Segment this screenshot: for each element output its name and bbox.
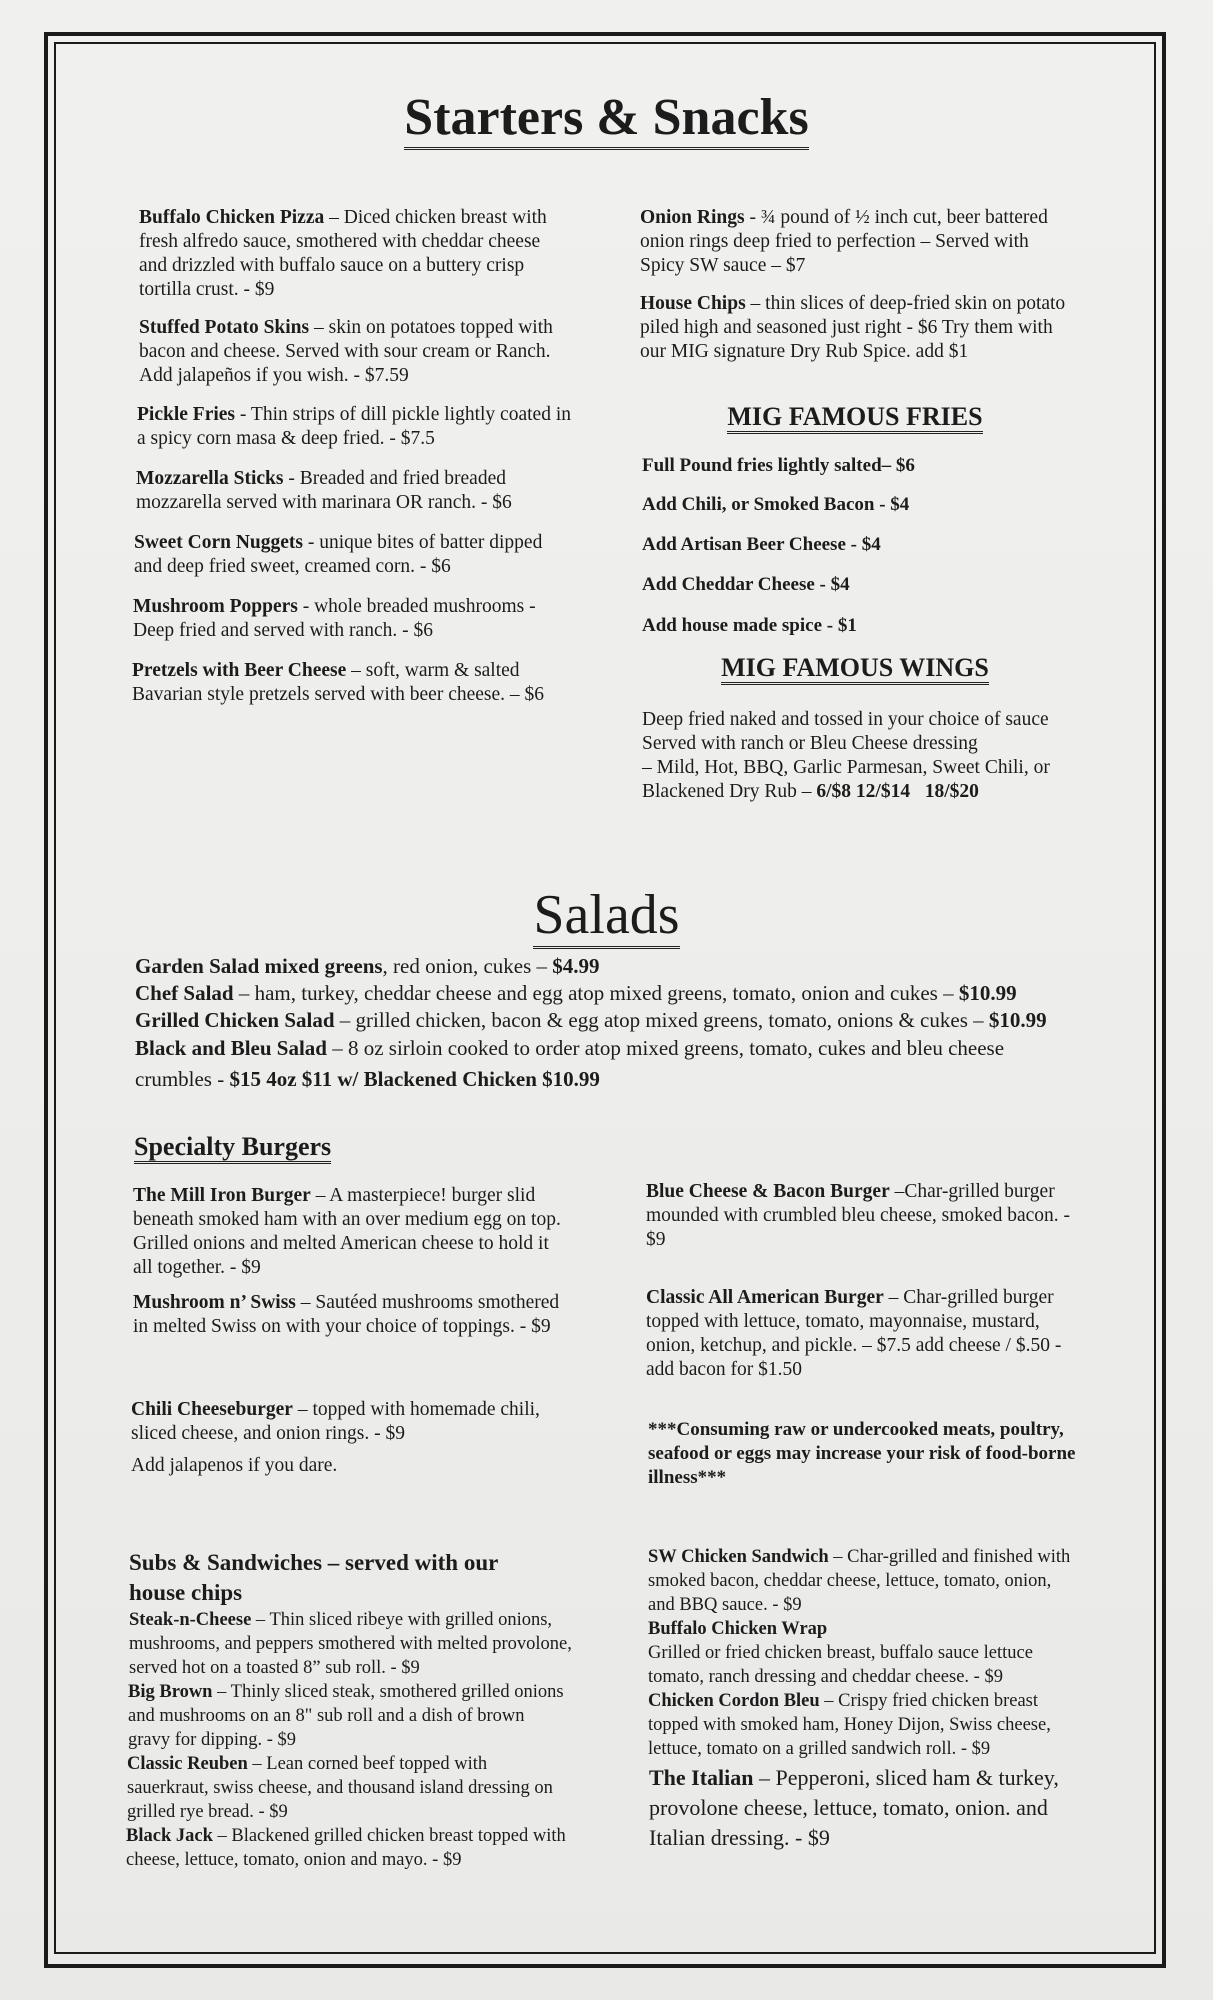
wings-description: Deep fried naked and tossed in your choice of sauce Served with ranch or Bleu Cheese dressing – Mild, Hot, BBQ, Garlic Parmesan, Sweet Chili, or Blackened Dry Rub – 6/$8 12/$14 18/$20 (642, 709, 1050, 802)
burger-mushroom-swiss: Mushroom n’ Swiss – Sautéed mushrooms smothered in melted Swiss on with your choice of toppings. - $9 (133, 1292, 560, 1337)
sub-the-italian: The Italian – Pepperoni, sliced ham & turkey, provolone cheese, lettuce, tomato, onion. and Italian dressing. - $9 (649, 1765, 1059, 1850)
fries-item: Add house made spice - $1 (642, 615, 857, 636)
burgers-heading: Specialty Burgers (134, 1132, 331, 1162)
sub-sw-chicken: SW Chicken Sandwich – Char-grilled and finished with smoked bacon, cheddar cheese, lettuce, tomato, onion, and BBQ sauce. - $9 (648, 1547, 1071, 1615)
jalapenos-note: Add jalapenos if you dare. (131, 1455, 338, 1476)
subs-heading: Subs & Sandwiches – served with our house chips (129, 1550, 498, 1605)
burger-blue-cheese-bacon: Blue Cheese & Bacon Burger –Char-grilled burger mounded with crumbled bleu cheese, smoked bacon. - $9 (646, 1181, 1071, 1250)
menu-item-house-chips: House Chips – thin slices of deep-fried skin on potato piled high and seasoned just right - $6 Try them with our MIG signature Dry Rub Spice. add $1 (640, 293, 1066, 362)
menu-item-onion-rings: Onion Rings - ¾ pound of ½ inch cut, beer battered onion rings deep fried to perfection – Served with Spicy SW sauce – $7 (640, 207, 1048, 276)
fries-heading: MIG FAMOUS FRIES (640, 402, 1070, 432)
fries-item: Add Artisan Beer Cheese - $4 (642, 534, 881, 555)
sub-black-jack: Black Jack – Blackened grilled chicken breast topped with cheese, lettuce, tomato, onion and mayo. - $9 (126, 1826, 566, 1870)
food-safety-warning: ***Consuming raw or undercooked meats, poultry, seafood or eggs may increase your risk of food-borne illness*** (648, 1419, 1076, 1488)
wings-heading: MIG FAMOUS WINGS (640, 653, 1070, 683)
menu-item-sweet-corn-nuggets: Sweet Corn Nuggets - unique bites of batter dipped and deep fried sweet, creamed corn. - $6 (134, 532, 543, 577)
burger-mill-iron: The Mill Iron Burger – A masterpiece! burger slid beneath smoked ham with an over medium egg on top. Grilled onions and melted American cheese to hold it all together. - $9 (133, 1185, 561, 1278)
menu-item-mushroom-poppers: Mushroom Poppers - whole breaded mushrooms - Deep fried and served with ranch. - $6 (133, 596, 536, 641)
menu-item-pickle-fries: Pickle Fries - Thin strips of dill pickle lightly coated in a spicy corn masa & deep fried. - $7.5 (137, 404, 571, 449)
sub-classic-reuben: Classic Reuben – Lean corned beef topped with sauerkraut, swiss cheese, and thousand island dressing on grilled rye bread. - $9 (127, 1754, 553, 1822)
fries-item: Add Cheddar Cheese - $4 (642, 574, 850, 595)
menu-item-pretzels-beer-cheese: Pretzels with Beer Cheese – soft, warm & salted Bavarian style pretzels served with beer cheese. – $6 (132, 660, 545, 705)
salad-grilled-chicken: Grilled Chicken Salad – grilled chicken, bacon & egg atop mixed greens, tomato, onions & cukes – $10.99 (135, 1008, 1047, 1032)
menu-item-stuffed-potato-skins: Stuffed Potato Skins – skin on potatoes topped with bacon and cheese. Served with sour cream or Ranch. Add jalapeños if you wish. - $7.59 (139, 317, 553, 386)
sub-buffalo-chicken-wrap: Buffalo Chicken Wrap Grilled or fried chicken breast, buffalo sauce lettuce tomato, ranch dressing and cheddar cheese. - $9 (648, 1619, 1033, 1687)
menu-item-buffalo-chicken-pizza: Buffalo Chicken Pizza – Diced chicken breast with fresh alfredo sauce, smothered with cheddar cheese and drizzled with buffalo sauce on a buttery crisp tortilla crust. - $9 (139, 207, 547, 300)
sub-big-brown: Big Brown – Thinly sliced steak, smothered grilled onions and mushrooms on an 8" sub roll and a dish of brown gravy for dipping. - $9 (128, 1682, 564, 1750)
salad-black-bleu: Black and Bleu Salad – 8 oz sirloin cooked to order atop mixed greens, tomato, cukes and bleu cheese crumbles - $15 4oz $11 w/ Blackened Chicken $10.99 (135, 1036, 1005, 1091)
fries-item: Full Pound fries lightly salted– $6 (642, 455, 915, 476)
menu-item-mozzarella-sticks: Mozzarella Sticks - Breaded and fried breaded mozzarella served with marinara OR ranch. - $6 (136, 468, 512, 513)
burger-classic-american: Classic All American Burger – Char-grilled burger topped with lettuce, tomato, mayonnaise, mustard, onion, ketchup, and pickle. – $7.5 add cheese / $.50 - add bacon for $1.50 (646, 1287, 1062, 1380)
sub-chicken-cordon-bleu: Chicken Cordon Bleu – Crispy fried chicken breast topped with smoked ham, Honey Dijon, Swiss cheese, lettuce, tomato on a grilled sandwich roll. - $9 (648, 1691, 1051, 1759)
salad-chef: Chef Salad – ham, turkey, cheddar cheese and egg atop mixed greens, tomato, onion and cukes – $10.99 (135, 981, 1017, 1005)
page-title: Starters & Snacks (0, 88, 1213, 147)
sub-steak-n-cheese: Steak-n-Cheese – Thin sliced ribeye with grilled onions, mushrooms, and peppers smothered with melted provolone, served hot on a toasted 8” sub roll. - $9 (129, 1610, 572, 1678)
salad-garden: Garden Salad mixed greens, red onion, cukes – $4.99 (135, 954, 600, 978)
salads-heading: Salads (0, 883, 1213, 947)
fries-item: Add Chili, or Smoked Bacon - $4 (642, 494, 910, 515)
burger-chili-cheese: Chili Cheeseburger – topped with homemade chili, sliced cheese, and onion rings. - $9 (131, 1399, 540, 1444)
